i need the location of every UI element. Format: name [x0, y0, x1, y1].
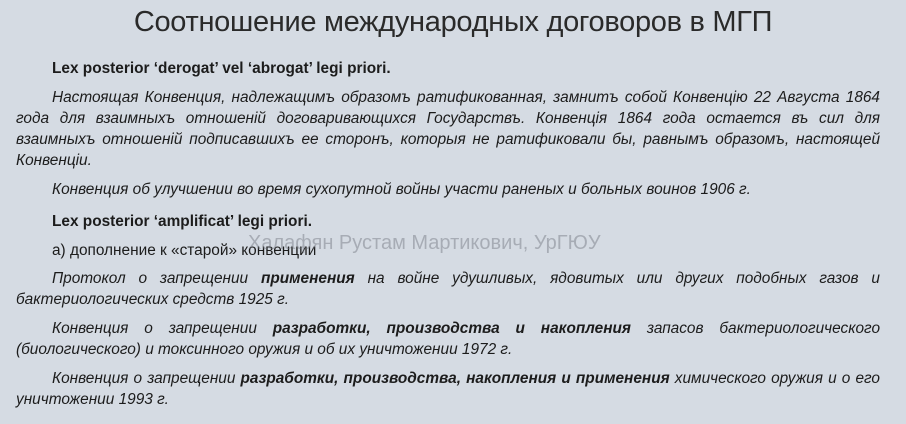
- convention-1993: [16, 368, 880, 410]
- protocol-1925-post: на войне удушливых, ядовитых или других подобных газов и бактериологических средств 1925 г.: [16, 270, 880, 308]
- item-a-supplement: а) дополнение к «старой» конвенции: [52, 242, 317, 259]
- protocol-1925-pre: Протокол о запрещении: [52, 270, 261, 287]
- heading-lex-posterior-amplificat: Lex posterior ‘amplificat’ legi priori.: [52, 213, 312, 230]
- convention-1972: [16, 318, 880, 360]
- convention-1972-bold: разработки, производства и накопления: [272, 320, 631, 337]
- convention-1906-title: Конвенция об улучшении во время сухопутной войны участи раненых и больных воинов 1906 г.: [52, 181, 751, 198]
- convention-1993-post: химического оружия и о его уничтожении 1993 г.: [16, 370, 880, 408]
- author-watermark: Халафян Рустам Мартикович, УрГЮУ: [248, 232, 601, 254]
- protocol-1925-bold: применения: [260, 270, 355, 287]
- convention-1906-quote: Настоящая Конвенция, надлежащимъ образомъ ратификованная, замнитъ собой Конвенцію 22 Августа 1864 года для взаимныхъ отношеній договаривающихся Государствъ. Конвенція 1864 года остается въ сил для взаимныхъ отношеній подписавшихъ ее сторонъ, которыя не ратификовали бы, равнымъ образомъ, настоящей Конвенціи.: [16, 89, 880, 169]
- convention-1972-post: запасов бактериологического (биологического) и токсинного оружия и об их уничтожении 1972 г.: [16, 320, 880, 358]
- protocol-1925: [16, 268, 880, 310]
- convention-1993-pre: Конвенция о запрещении: [52, 370, 241, 387]
- slide-title: Соотношение международных договоров в МГП: [133, 6, 773, 38]
- heading-lex-posterior-derogat: Lex posterior ‘derogat’ vel ‘abrogat’ legi priori.: [52, 60, 391, 77]
- convention-1972-pre: Конвенция о запрещении: [52, 320, 273, 337]
- convention-1993-bold: разработки, производства, накопления и применения: [240, 370, 670, 387]
